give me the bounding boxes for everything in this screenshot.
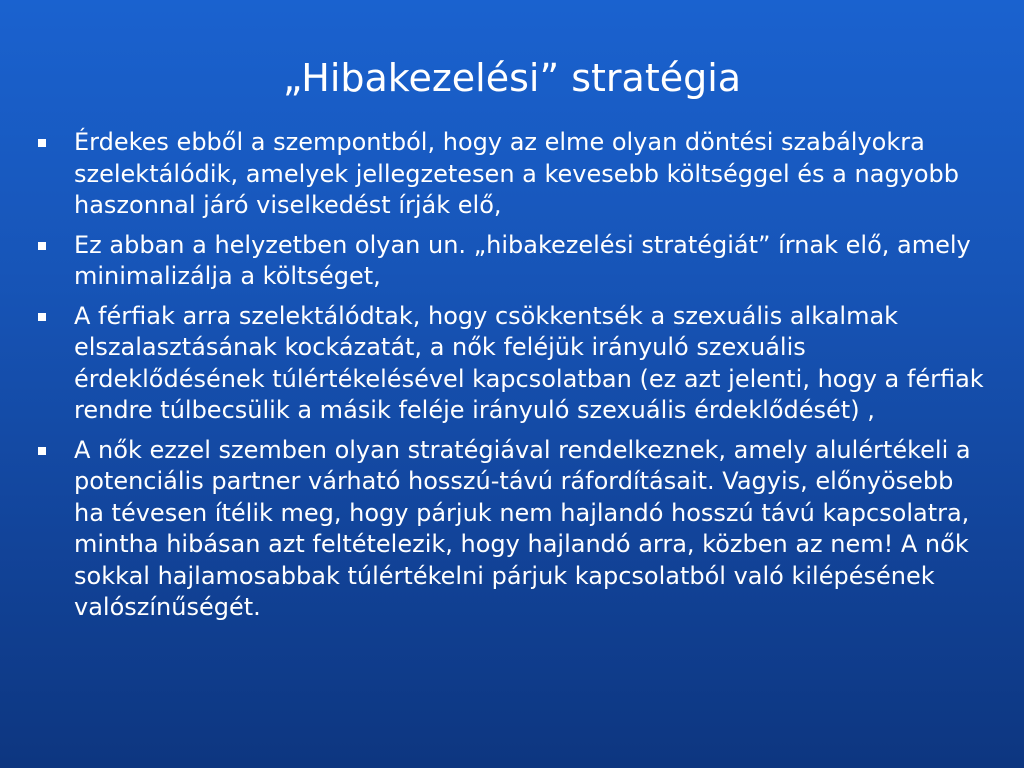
bullet-item	[30, 435, 990, 624]
bullet-item	[30, 230, 990, 293]
square-bullet-icon	[38, 313, 46, 321]
bullet-text: Ez abban a helyzetben olyan un. „hibakezelési stratégiát” írnak elő, amely minimalizálja a költséget,	[74, 230, 971, 290]
square-bullet-icon	[38, 447, 46, 455]
slide-title: „Hibakezelési” stratégia	[282, 56, 742, 100]
bullet-item	[30, 301, 990, 427]
bullet-text: A nők ezzel szemben olyan stratégiával rendelkeznek, amely alulértékeli a potenciális partner várható hosszú-távú ráfordításait. Vagyis, előnyösebb ha tévesen ítélik meg, hogy párjuk nem hajlandó hosszú távú kapcsolatra, mintha hibásan azt feltételezik, hogy hajlandó arra, közben az nem! A nők sokkal hajlamosabbak túlértékelni párjuk kapcsolatból való kilépésének valószínűségét.	[74, 435, 971, 621]
bullet-item	[30, 127, 990, 222]
bullet-list	[30, 127, 990, 632]
bullet-text: A férfiak arra szelektálódtak, hogy csökkentsék a szexuális alkalmak elszalasztásának kockázatát, a nők feléjük irányuló szexuális érdeklődésének túlértékelésével kapcsolatban (ez azt jelenti, hogy a férfiak rendre túlbecsülik a másik feléje irányuló szexuális érdeklődését) ,	[74, 301, 984, 424]
bullet-text: Érdekes ebből a szempontból, hogy az elme olyan döntési szabályokra szelektálódik, amelyek jellegzetesen a kevesebb költséggel és a nagyobb haszonnal járó viselkedést írják elő,	[74, 128, 959, 219]
square-bullet-icon	[38, 242, 46, 250]
square-bullet-icon	[38, 139, 46, 147]
